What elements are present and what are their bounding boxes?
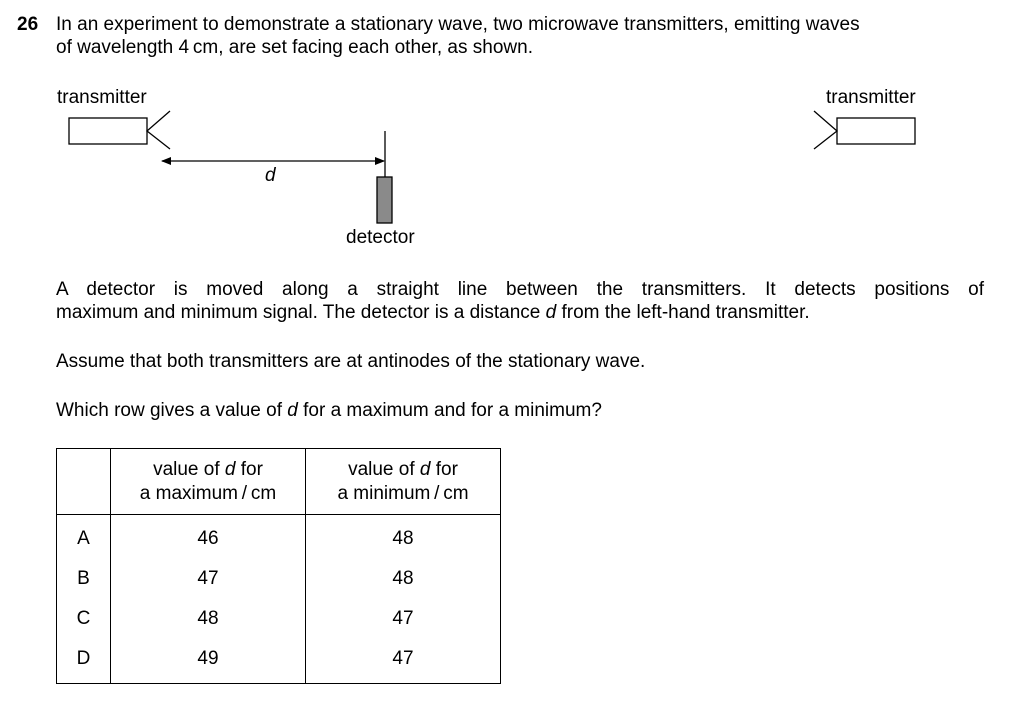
header-min-d: d — [419, 458, 431, 480]
header-max-d: d — [224, 458, 236, 480]
header-max-line1-b: for — [235, 458, 263, 480]
row-letter[interactable]: B — [57, 559, 111, 599]
table-row[interactable] — [57, 559, 501, 599]
table-row[interactable] — [57, 515, 501, 560]
assume-text: Assume that both transmitters are at antinodes of the stationary wave. — [56, 351, 646, 372]
detector-line-2-d: d — [545, 302, 557, 323]
right-transmitter-label: transmitter — [826, 87, 916, 108]
right-transmitter — [814, 111, 915, 149]
intro-line-1: In an experiment to demonstrate a stationary wave, two microwave transmitters, emitting waves — [56, 14, 860, 35]
row-letter[interactable]: C — [57, 599, 111, 639]
prompt-start: Which row gives a value of — [56, 400, 288, 421]
header-max — [111, 449, 306, 515]
header-min-line1-a: value of — [348, 458, 420, 480]
detector — [377, 131, 392, 223]
answer-table — [56, 448, 501, 684]
header-min — [306, 449, 501, 515]
detector-paragraph — [56, 278, 984, 324]
question-prompt — [56, 399, 984, 422]
answer-table-header — [57, 449, 501, 515]
left-transmitter — [69, 111, 170, 149]
row-min: 48 — [306, 515, 501, 560]
detector-line-2-end: from the left-hand transmitter. — [556, 302, 810, 323]
header-letter-cell — [57, 449, 111, 515]
row-max: 49 — [111, 639, 306, 684]
row-min: 47 — [306, 599, 501, 639]
row-min: 48 — [306, 559, 501, 599]
header-min-line1-b: for — [430, 458, 458, 480]
table-row[interactable] — [57, 599, 501, 639]
intro-line-2: of wavelength 4 cm, are set facing each other, as shown. — [56, 37, 533, 58]
prompt-end: for a maximum and for a minimum? — [297, 400, 602, 421]
table-row[interactable] — [57, 639, 501, 684]
detector-label: detector — [346, 227, 415, 248]
detector-line-2-start: maximum and minimum signal. The detector is a distance — [56, 302, 546, 323]
prompt-d: d — [287, 400, 298, 421]
row-letter[interactable]: D — [57, 639, 111, 684]
question-prompt-line — [56, 399, 984, 422]
left-transmitter-label: transmitter — [57, 87, 147, 108]
question-number: 26 — [17, 14, 39, 35]
row-letter[interactable]: A — [57, 515, 111, 560]
header-max-line1-a: value of — [153, 458, 225, 480]
detector-line-1: A detector is moved along a straight line between the transmitters. It detects positions of — [56, 279, 984, 300]
header-max-line2: a maximum / cm — [139, 482, 277, 504]
row-max: 46 — [111, 515, 306, 560]
header-min-line2: a minimum / cm — [337, 482, 469, 504]
distance-label: d — [265, 165, 276, 186]
row-max: 48 — [111, 599, 306, 639]
detector-line-2 — [56, 301, 984, 324]
row-max: 47 — [111, 559, 306, 599]
row-min: 47 — [306, 639, 501, 684]
assume-paragraph — [56, 350, 984, 373]
